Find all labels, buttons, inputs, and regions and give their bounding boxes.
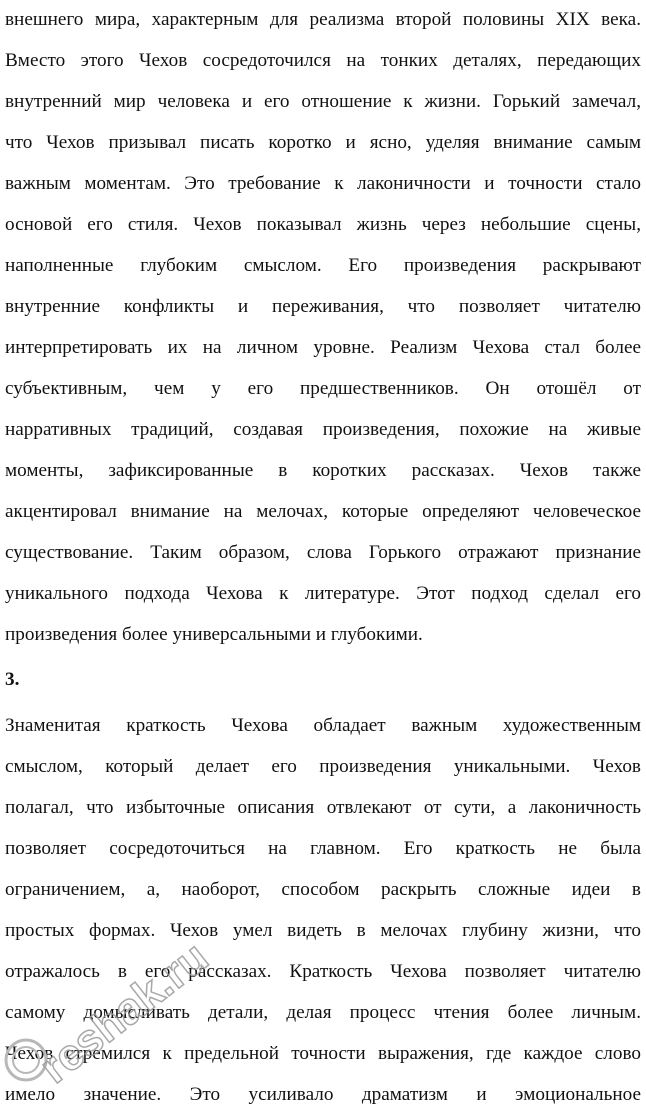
text-line: Знаменитая краткость Чехова обладает важным художественным xyxy=(5,715,641,736)
text-line: полагал, что избыточные описания отвлекают от сути, а лаконичность xyxy=(5,797,641,818)
section-number: 3. xyxy=(5,669,20,690)
text-line: ограничением, а, наоборот, способом раскрыть сложные идеи в xyxy=(5,879,641,900)
text-line: отражалось в его рассказах. Краткость Чехова позволяет читателю xyxy=(5,961,641,982)
watermark-text: reshak.ru xyxy=(30,932,218,1093)
text-line: основой его стиля. Чехов показывал жизнь через небольшие сцены, xyxy=(5,214,641,235)
text-line: интерпретировать их на личном уровне. Реализм Чехова стал более xyxy=(5,337,641,358)
text-line: уникального подхода Чехова к литературе. Этот подход сделал его xyxy=(5,583,641,604)
text-line: нарративных традиций, создавая произведения, похожие на живые xyxy=(5,419,641,440)
text-line: внешнего мира, характерным для реализма второй половины XIX века. xyxy=(5,9,641,30)
text-line: что Чехов призывал писать коротко и ясно, уделяя внимание самым xyxy=(5,132,641,153)
text-line: позволяет сосредоточиться на главном. Его краткость не была xyxy=(5,838,641,859)
text-line: наполненные глубоким смыслом. Его произведения раскрывают xyxy=(5,255,641,276)
text-line: внутренний мир человека и его отношение к жизни. Горький замечал, xyxy=(5,91,641,112)
text-line: Вместо этого Чехов сосредоточился на тонких деталях, передающих xyxy=(5,50,641,71)
text-line: акцентировал внимание на мелочах, которые определяют человеческое xyxy=(5,501,641,522)
text-line: имело значение. Это усиливало драматизм и эмоциональное xyxy=(5,1084,641,1105)
text-line: Чехов стремился к предельной точности выражения, где каждое слово xyxy=(5,1043,641,1064)
text-line: самому домысливать детали, делая процесс чтения более личным. xyxy=(5,1002,641,1023)
text-line: моменты, зафиксированные в коротких рассказах. Чехов также xyxy=(5,460,641,481)
text-line: субъективным, чем у его предшественников. Он отошёл от xyxy=(5,378,641,399)
text-line: важным моментам. Это требование к лаконичности и точности стало xyxy=(5,173,641,194)
text-line: существование. Таким образом, слова Горького отражают признание xyxy=(5,542,641,563)
text-line: произведения более универсальными и глубокими. xyxy=(5,624,423,645)
text-line: внутренние конфликты и переживания, что позволяет читателю xyxy=(5,296,641,317)
text-line: смыслом, который делает его произведения уникальными. Чехов xyxy=(5,756,641,777)
text-line: простых формах. Чехов умел видеть в мелочах глубину жизни, что xyxy=(5,920,641,941)
